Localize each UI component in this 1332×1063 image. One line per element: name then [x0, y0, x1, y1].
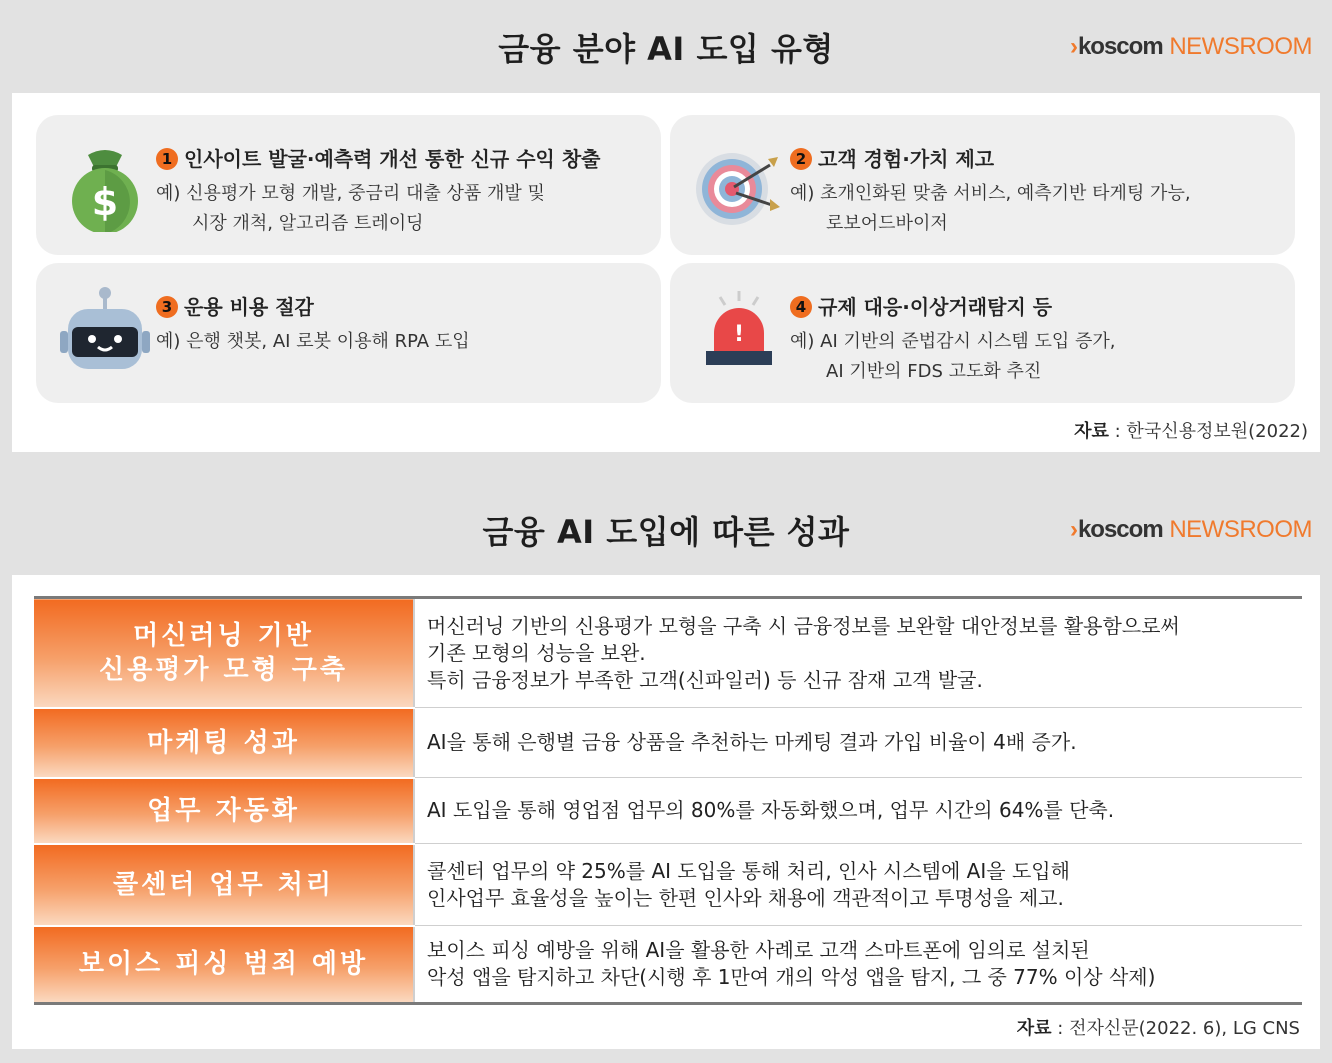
card-customer-value — [670, 115, 1295, 255]
svg-text:$: $ — [91, 180, 119, 224]
table-row — [34, 598, 1302, 708]
row-description: AI 도입을 통해 영업점 업무의 80%를 자동화했으며, 업무 시간의 64%를 단축. — [414, 778, 1302, 844]
card-title: 3 운용 비용 절감 — [156, 291, 314, 320]
source-note: 자료 : 한국신용정보원(2022) — [1074, 421, 1308, 442]
money-bag-icon — [58, 137, 153, 232]
card-description: 예) 초개인화된 맞춤 서비스, 예측기반 타게팅 가능, 로보어드바이저 — [790, 183, 1191, 234]
card-regulation — [670, 263, 1295, 403]
panel1-content — [12, 93, 1320, 452]
row-description: 보이스 피싱 예방을 위해 AI을 활용한 사례로 고객 스마트폰에 임의로 설치된 악성 앱을 탐지하고 차단(시행 후 1만여 개의 악성 앱을 탐지, 그 중 77% 이상 삭제) — [414, 926, 1302, 1004]
row-label: 마케팅 성과 — [34, 708, 414, 778]
row-description: 머신러닝 기반의 신용평가 모형을 구축 시 금융정보를 보완할 대안정보를 활용함으로써 기존 모형의 성능을 보완. 특히 금융정보가 부족한 고객(신파일러) 등 신규 잠재 고객 발굴. — [414, 598, 1302, 708]
koscom-newsroom-logo: ›koscom NEWSROOM — [1069, 516, 1312, 543]
table-row — [34, 708, 1302, 778]
card-insight — [36, 115, 661, 255]
row-label: 보이스 피싱 범죄 예방 — [34, 926, 414, 1004]
card-description: 예) AI 기반의 준법감시 시스템 도입 증가, AI 기반의 FDS 고도화 추진 — [790, 331, 1116, 382]
koscom-newsroom-logo: ›koscom NEWSROOM — [1069, 33, 1312, 60]
table-row — [34, 778, 1302, 844]
card-description: 예) 은행 챗봇, AI 로봇 이용해 RPA 도입 — [156, 331, 470, 352]
robot-icon — [58, 285, 153, 380]
card-cost-reduction — [36, 263, 661, 403]
svg-text:!: ! — [733, 322, 745, 347]
card-title: 4 규제 대응·이상거래탐지 등 — [790, 291, 1052, 320]
table-row — [34, 844, 1302, 926]
row-label: 업무 자동화 — [34, 778, 414, 844]
card-description: 예) 신용평가 모형 개발, 중금리 대출 상품 개발 및 시장 개척, 알고리즘 트레이딩 — [156, 183, 545, 234]
target-icon — [692, 137, 787, 232]
results-table — [34, 596, 1302, 1005]
row-label: 머신러닝 기반 신용평가 모형 구축 — [34, 598, 414, 708]
panel1-title: 금융 분야 AI 도입 유형 — [498, 30, 834, 68]
row-description: 콜센터 업무의 약 25%를 AI 도입을 통해 처리, 인사 시스템에 AI을 도입해 인사업무 효율성을 높이는 한편 인사와 채용에 객관적이고 투명성을 제고. — [414, 844, 1302, 926]
source-note: 자료 : 전자신문(2022. 6), LG CNS — [1016, 1018, 1300, 1039]
panel2-title: 금융 AI 도입에 따른 성과 — [482, 513, 850, 551]
row-description: AI을 통해 은행별 금융 상품을 추천하는 마케팅 결과 가입 비율이 4배 증가. — [414, 708, 1302, 778]
card-title: 1 인사이트 발굴·예측력 개선 통한 신규 수익 창출 — [156, 143, 600, 172]
table-row — [34, 926, 1302, 1004]
row-label: 콜센터 업무 처리 — [34, 844, 414, 926]
card-title: 2 고객 경험·가치 제고 — [790, 143, 994, 172]
siren-icon — [692, 285, 787, 380]
